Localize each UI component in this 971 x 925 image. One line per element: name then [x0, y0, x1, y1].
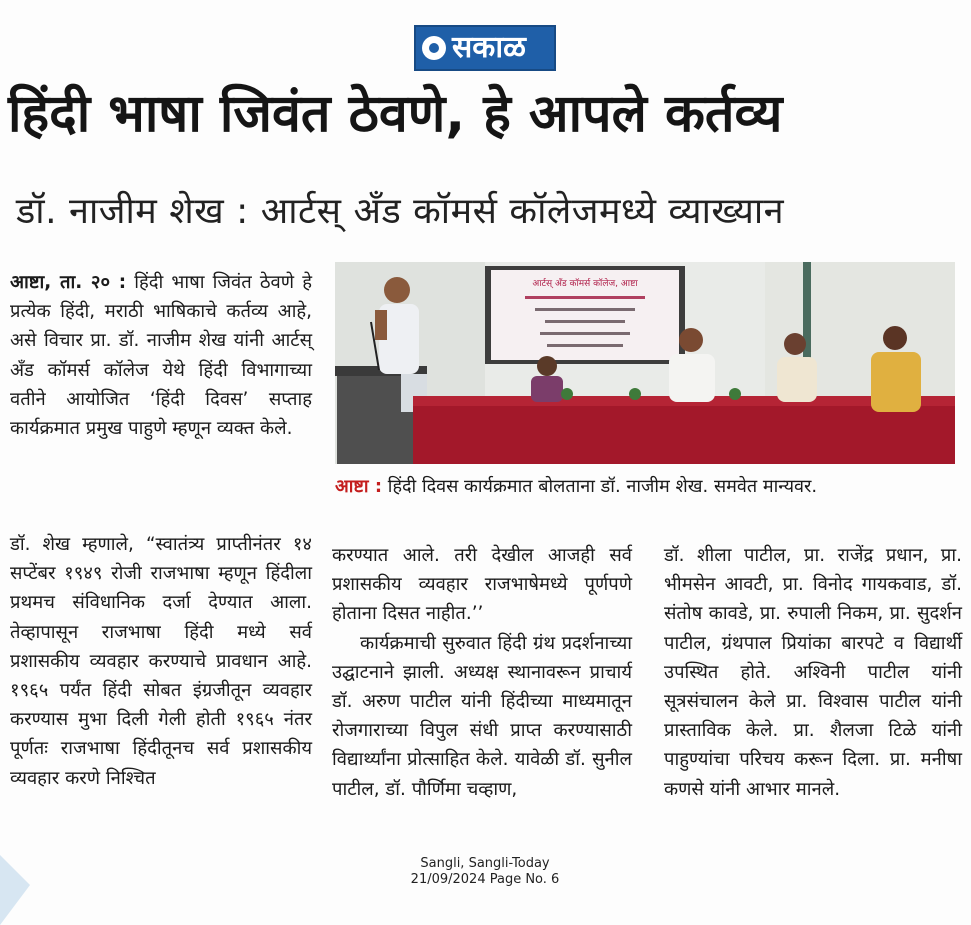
page-corner-fold [0, 815, 70, 925]
event-photo-image [335, 262, 955, 464]
column-2-para-2: कार्यक्रमाची सुरुवात हिंदी ग्रंथ प्रदर्शनाच्या उद्घाटनाने झाली. अध्यक्ष स्थानावरून प्राचार्य डॉ. अरुण पाटील यांनी हिंदीच्या माध्यमातून रोजगाराच्या विपुल संधी प्राप्त करण्यासाठी विद्यार्थ्यांना प्रोत्साहित केले. यावेळी डॉ. सुनील पाटील, डॉ. पौर्णिमा चव्हाण, [332, 632, 632, 800]
lead-paragraph [10, 268, 312, 443]
footer-edition: Sangli, Sangli-Today [420, 856, 550, 871]
headline: हिंदी भाषा जिवंत ठेवणे, हे आपले कर्तव्य [8, 84, 783, 144]
logo-emblem-icon [422, 36, 446, 60]
masthead-logo [414, 25, 556, 71]
column-2-para-1: करण्यात आले. तरी देखील आजही सर्व प्रशासकीय व्यवहार राजभाषेमध्ये पूर्णपणे होताना दिसत नाहीत.’’ [332, 545, 632, 625]
page-footer [365, 856, 605, 888]
column-2 [332, 541, 632, 804]
column-3 [664, 541, 962, 804]
column-3-text: डॉ. शीला पाटील, प्रा. राजेंद्र प्रधान, प्रा. भीमसेन आवटी, प्रा. विनोद गायकवाड, डॉ. संतोष कावडे, प्रा. रुपाली निकम, प्रा. सुदर्शन पाटील, ग्रंथपाल प्रियांका बारपटे व विद्यार्थी उपस्थित होते. अश्विनी पाटील यांनी सूत्रसंचालन केले प्रा. विश्वास पाटील यांनी प्रास्ताविक केले. प्रा. शैलजा टिळे यांनी पाहुण्यांचा परिचय करून दिला. प्रा. मनीषा कणसे यांनी आभार मानले. [664, 545, 962, 800]
column-1 [10, 530, 312, 793]
event-photo [335, 262, 955, 464]
lead-text: हिंदी भाषा जिवंत ठेवणे हे प्रत्येक हिंदी, मराठी भाषिकाचे कर्तव्य आहे, असे विचार प्रा. डॉ. नाजीम शेख यांनी आर्टस् अँड कॉमर्स कॉलेज येथे हिंदी विभागाच्या वतीने आयोजित ‘हिंदी दिवस’ सप्ताह कार्यक्रमात प्रमुख पाहुणे म्हणून व्यक्त केले. [10, 272, 312, 440]
caption-place: आष्टा : [335, 476, 383, 497]
corner-shape [0, 815, 70, 925]
screen-title: आर्टस् अँड कॉमर्स कॉलेज, आष्टा [532, 279, 638, 289]
photo-caption [335, 474, 960, 500]
footer-date-page: 21/09/2024 Page No. 6 [410, 872, 560, 887]
logo-text: सकाळ [452, 30, 526, 65]
subheadline: डॉ. नाजीम शेख : आर्टस् अँड कॉमर्स कॉलेजमध्ये व्याख्यान [16, 191, 785, 232]
column-1-text: डॉ. शेख म्हणाले, “स्वातंत्र्य प्राप्तीनंतर १४ सप्टेंबर १९४९ रोजी राजभाषा म्हणून हिंदीला प्रथमच संविधानिक दर्जा देण्यात आला. तेव्हापासून राजभाषा हिंदी मध्ये सर्व प्रशासकीय व्यवहार करण्याचे प्रावधान आहे. १९६५ पर्यंत हिंदी सोबत इंग्रजीतून व्यवहार करण्यास मुभा दिली गेली होती १९६५ नंतर पूर्णतः राजभाषा हिंदीतूनच सर्व प्रशासकीय व्यवहार करणे निश्चित [10, 534, 312, 789]
caption-text: हिंदी दिवस कार्यक्रमात बोलताना डॉ. नाजीम शेख. समवेत मान्यवर. [387, 476, 818, 497]
dateline: आष्टा, ता. २० : [10, 272, 127, 293]
